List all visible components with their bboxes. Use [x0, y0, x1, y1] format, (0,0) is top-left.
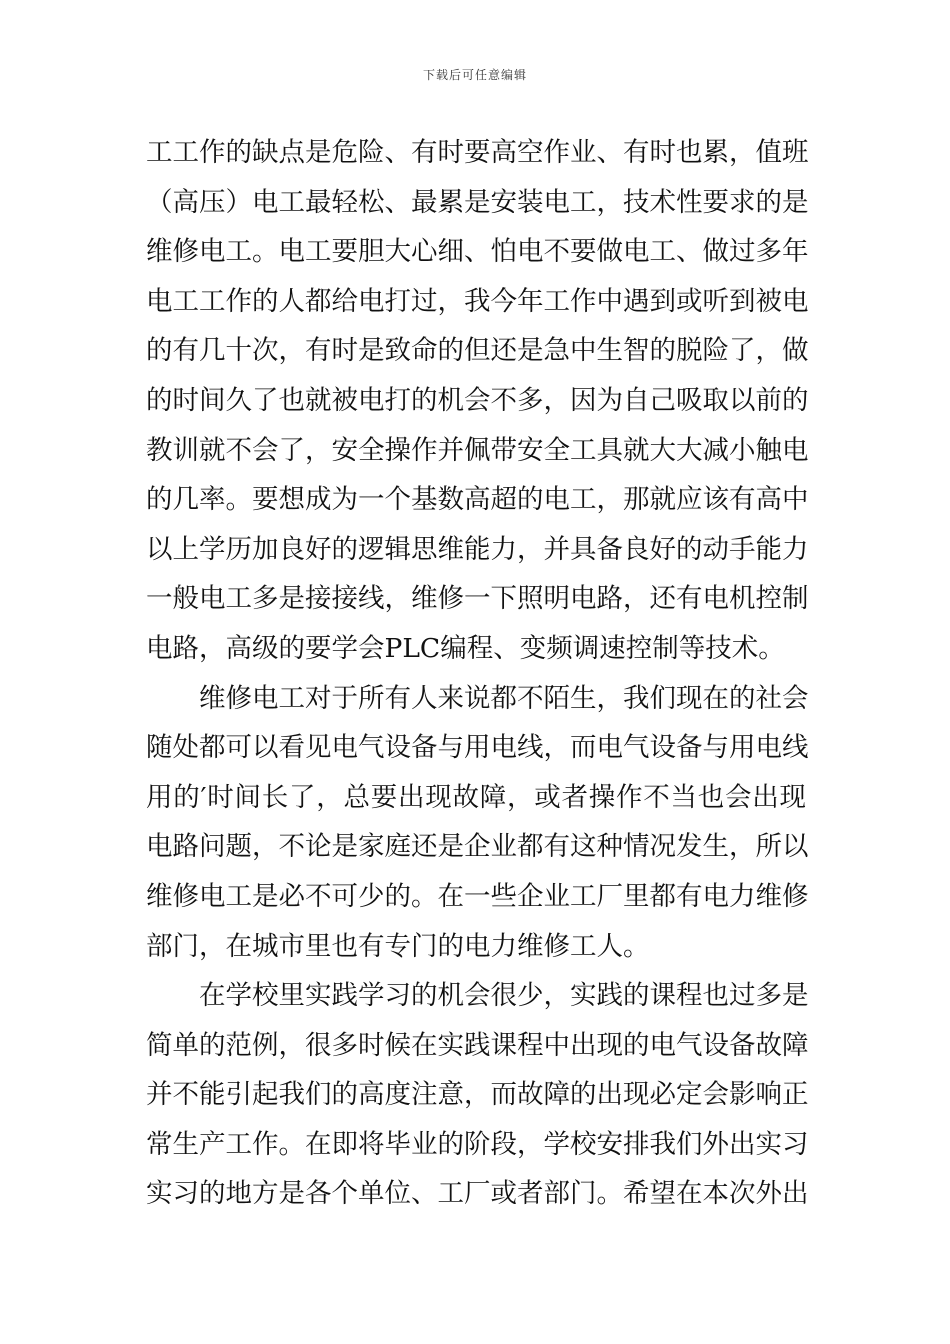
text-line: 简单的范例，很多时候在实践课程中出现的电气设备故障	[146, 1029, 809, 1061]
text-line: 常生产工作。在即将毕业的阶段，学校安排我们外出实习	[146, 1128, 809, 1160]
text-line: 电工工作的人都给电打过，我今年工作中遇到或听到被电	[146, 285, 809, 317]
text-line: 的时间久了也就被电打的机会不多，因为自己吸取以前的	[146, 384, 809, 416]
text-line: 并不能引起我们的高度注意，而故障的出现必定会影响正	[146, 1079, 809, 1111]
text-line: 维修电工是必不可少的。在一些企业工厂里都有电力维修	[146, 880, 809, 912]
text-line: 电路问题，不论是家庭还是企业都有这种情况发生，所以	[146, 831, 809, 863]
text-line: 的几率。要想成为一个基数高超的电工，那就应该有高中	[146, 484, 809, 516]
document-body	[146, 128, 809, 1219]
text-line: 部门，在城市里也有专门的电力维修工人。	[146, 930, 650, 962]
text-line: 一般电工多是接接线，维修一下照明电路，还有电机控制	[146, 583, 809, 615]
text-line: 以上学历加良好的逻辑思维能力，并具备良好的动手能力	[146, 533, 809, 565]
text-line: 用的′时间长了，总要出现故障，或者操作不当也会出现	[146, 781, 806, 813]
text-line: 的有几十次，有时是致命的但还是急中生智的脱险了，做	[146, 335, 809, 367]
text-line: 随处都可以看见电气设备与用电线，而电气设备与用电线	[146, 732, 809, 764]
text-line: 维修电工对于所有人来说都不陌生，我们现在的社会	[146, 682, 809, 714]
text-line: 教训就不会了，安全操作并佩带安全工具就大大减小触电	[146, 434, 809, 466]
text-line: 工工作的缺点是危险、有时要高空作业、有时也累，值班	[146, 137, 809, 168]
text-line: （高压）电工最轻松、最累是安装电工，技术性要求的是	[146, 186, 809, 218]
text-line: 维修电工。电工要胆大心细、怕电不要做电工、做过多年	[146, 236, 809, 268]
text-line: 电路，高级的要学会PLC编程、变频调速控制等技术。	[146, 632, 785, 664]
page-header: 下载后可任意编辑	[422, 68, 527, 82]
text-line: 实习的地方是各个单位、工厂或者部门。希望在本次外出	[146, 1178, 809, 1210]
text-line: 在学校里实践学习的机会很少，实践的课程也过多是	[146, 980, 809, 1012]
